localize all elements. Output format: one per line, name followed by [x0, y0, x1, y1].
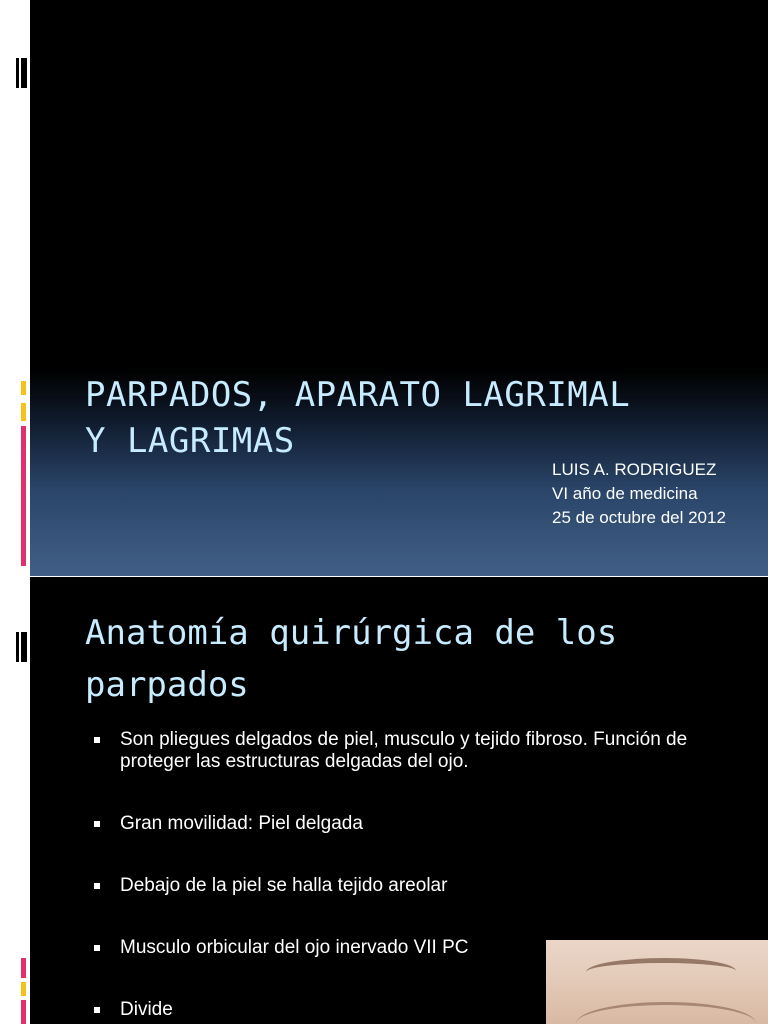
bullet-square-icon — [94, 945, 100, 951]
slide-title-line2: Y LAGRIMAS — [85, 421, 295, 461]
edge-marker — [21, 982, 26, 996]
edge-marker — [21, 1000, 26, 1024]
presentation-date: 25 de octubre del 2012 — [552, 508, 726, 527]
edge-marker — [21, 426, 26, 566]
bullet-spacer — [90, 773, 730, 813]
eye-photo — [546, 940, 768, 1024]
bullet-spacer — [90, 897, 730, 937]
bullet-text: Debajo de la piel se halla tejido areolar — [120, 875, 448, 896]
bullet-item — [90, 875, 730, 897]
bullet-square-icon — [94, 821, 100, 827]
edge-marker — [21, 958, 26, 978]
eyelid-shape — [576, 1002, 756, 1024]
slide-title — [85, 372, 630, 464]
bullet-square-icon — [94, 883, 100, 889]
bullet-square-icon — [94, 737, 100, 743]
author-year: VI año de medicina — [552, 484, 698, 503]
bullet-text: Musculo orbicular del ojo inervado VII PC — [120, 937, 469, 958]
bullet-spacer — [90, 835, 730, 875]
edge-marker — [16, 58, 19, 88]
edge-marker — [21, 58, 27, 88]
bullet-item — [90, 813, 730, 835]
slide-subtitle — [552, 458, 726, 530]
bullet-square-icon — [94, 1007, 100, 1013]
eyebrow-shape — [586, 958, 736, 985]
edge-marker — [21, 403, 26, 421]
slide-title-line1: PARPADOS, APARATO LAGRIMAL — [85, 375, 631, 415]
bullet-item — [90, 729, 730, 773]
slide-heading: Anatomía quirúrgica de los parpados — [85, 613, 618, 705]
edge-marker — [21, 381, 26, 395]
content-slide — [30, 577, 768, 1024]
author-name: LUIS A. RODRIGUEZ — [552, 460, 717, 479]
edge-marker — [21, 632, 27, 662]
bullet-text: Divide — [120, 999, 173, 1020]
title-slide — [30, 0, 768, 576]
bullet-text: Son pliegues delgados de piel, musculo y tejido fibroso. Función de proteger las estructuras delgadas del ojo. — [120, 729, 688, 772]
bullet-text: Gran movilidad: Piel delgada — [120, 813, 363, 834]
edge-marker — [16, 632, 19, 662]
